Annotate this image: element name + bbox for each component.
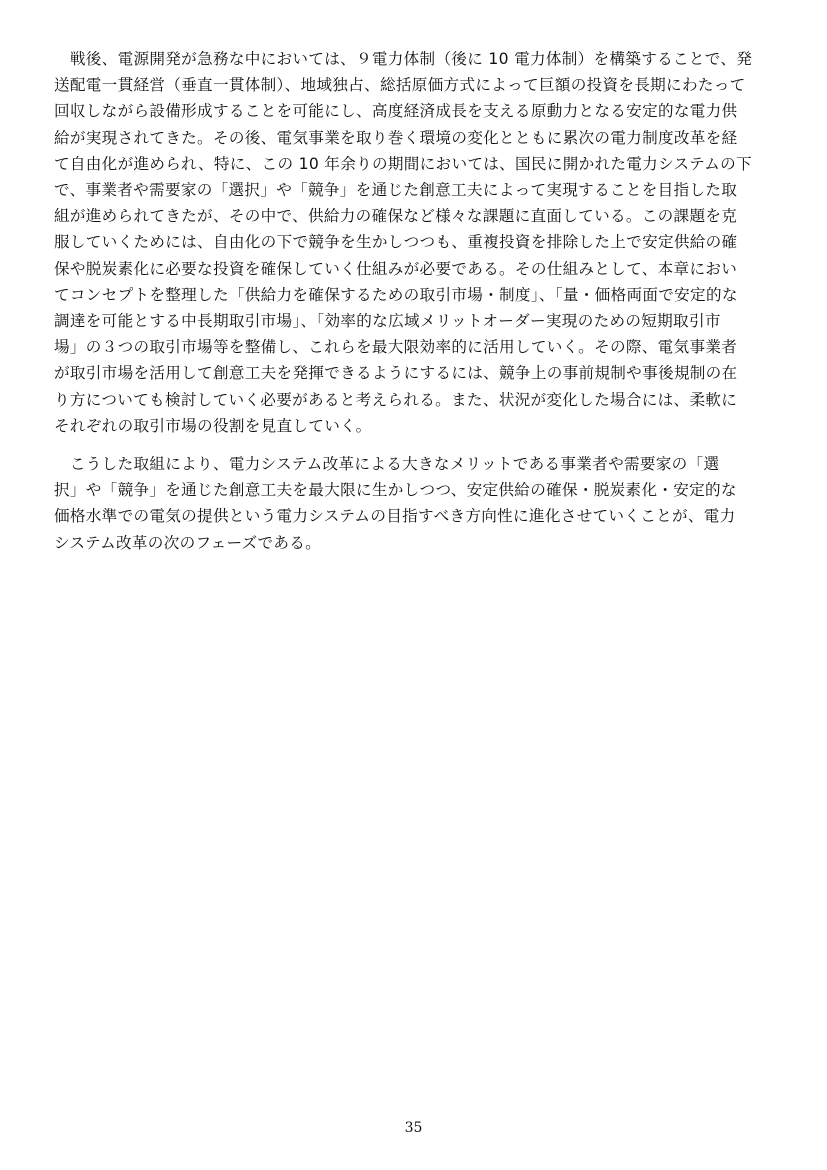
page-number: 35 xyxy=(404,1120,423,1136)
body-paragraph: こうした取組により、電力システム改革による大きなメリットである事業者や需要家の「選 択」や「競争」を通じた創意工夫を最大限に生かしつつ、安定供給の確保・脱炭素化・安定的な 価格水準での電気の提供という電力システムの目指すべき方向性に進化させていくことが、電力 システム改革の次のフェーズである。 xyxy=(54,455,737,552)
body-paragraph: 戦後、電源開発が急務な中においては、９電力体制（後に 10 電力体制）を構築することで、発 送配電一貫経営（垂直一貫体制）、地域独占、総括原価方式によって巨額の投資を長期にわたって 回収しながら設備形成することを可能にし、高度経済成長を支える原動力となる安定的な電力供 給が実現されてきた。その後、電気事業を取り巻く環境の変化とともに累次の電力制度改革を経 て自由化が進められ、特に、この 10 年余りの期間においては、国民に開かれた電力システムの下 で、事業者や需要家の「選択」や「競争」を通じた創意工夫によって実現することを目指した取 組が進められてきたが、その中で、供給力の確保など様々な課題に直面している。この課題を克 服していくためには、自由化の下で競争を生かしつつも、重複投資を排除した上で安定供給の確 保や脱炭素化に必要な投資を確保していく仕組みが必要である。その仕組みとして、本章におい てコンセプトを整理した「供給力を確保するための取引市場・制度」、「量・価格両面で安定的な 調達を可能とする中長期取引市場」、「効率的な広域メリットオーダー実現のための短期取引市 場」の３つの取引市場等を整備し、これらを最大限効率的に活用していく。その際、電気事業者 が取引市場を活用して創意工夫を発揮できるようにするには、競争上の事前規制や事後規制の在 り方についても検討していく必要があると考えられる。また、状況が変化した場合には、柔軟に それぞれの取引市場の役割を見直していく。 xyxy=(54,50,753,435)
